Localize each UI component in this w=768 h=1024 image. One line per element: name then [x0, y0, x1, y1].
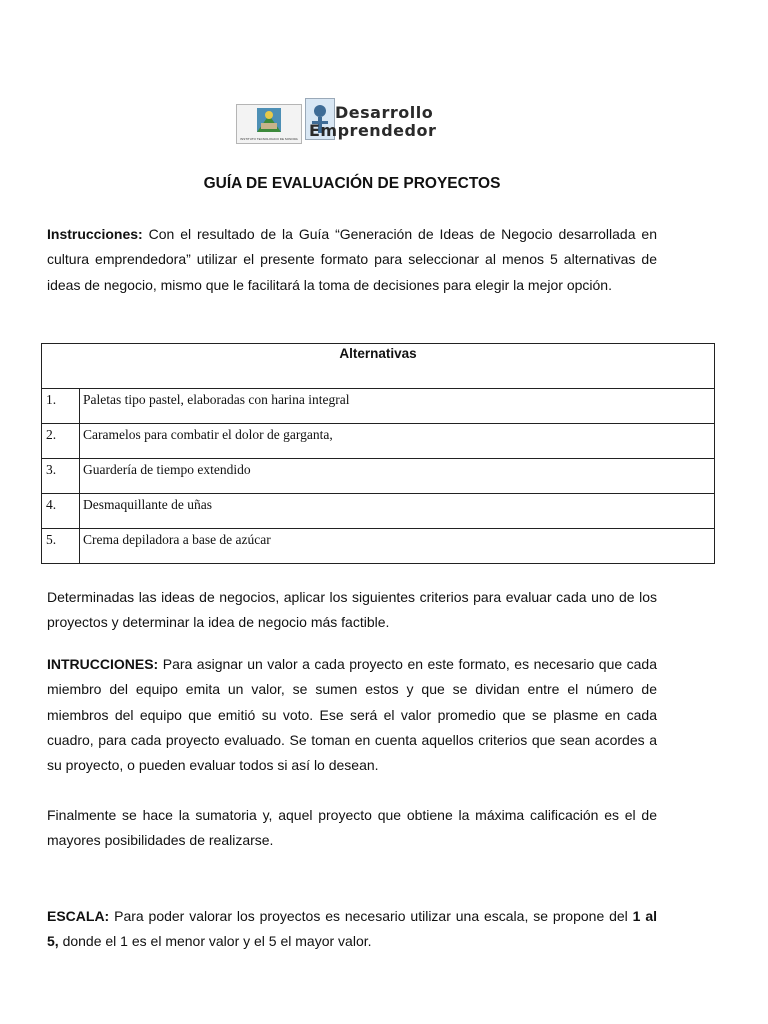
scale-text-b: donde el 1 es el menor valor y el 5 el mayor valor.: [58, 933, 372, 949]
school-crest-icon: [237, 105, 301, 135]
alternatives-table: [41, 343, 715, 564]
row-text: Crema depiladora a base de azúcar: [80, 529, 715, 564]
table-row: [42, 424, 715, 459]
table-header-row: [42, 344, 715, 389]
brand-logo: [303, 96, 463, 142]
row-number: 5.: [42, 529, 80, 564]
scale-text-a: Para poder valorar los proyectos es necesario utilizar una escala, se propone del: [109, 908, 633, 924]
intrucciones-paragraph: [47, 652, 657, 778]
brand-logo-line2: Emprendedor: [309, 121, 437, 140]
scale-paragraph: [47, 904, 657, 954]
table-row: [42, 389, 715, 424]
table-header: Alternativas: [42, 344, 715, 389]
row-text: Desmaquillante de uñas: [80, 494, 715, 529]
scale-range: 1 al 5,: [47, 908, 658, 949]
intrucciones-text: Para asignar un valor a cada proyecto en este formato, es necesario que cada miembro del equipo emita un valor, se sumen estos y que se dividan entre el número de miembros del equipo que emitió su voto. Ese será el valor promedio que se plasme en cada cuadro, para cada proyecto evaluado. Se toman en cuenta aquellos criterios que sean acordes a su proyecto, o pueden evaluar todos si así lo desean.: [47, 656, 657, 774]
school-logo: [236, 104, 302, 144]
instructions-text: Con el resultado de la Guía “Generación de Ideas de Negocio desarrollada en cultura emprendedora” utilizar el presente formato para seleccionar al menos 5 alternativas de ideas de negocio, mismo que le facilitará la toma de decisiones para elegir la mejor opción.: [47, 226, 657, 293]
table-row: [42, 529, 715, 564]
table-row: [42, 459, 715, 494]
instructions-label: Instrucciones:: [47, 226, 143, 242]
determined-paragraph: Determinadas las ideas de negocios, aplicar los siguientes criterios para evaluar cada uno de los proyectos y determinar la idea de negocio más factible.: [47, 589, 657, 630]
row-number: 4.: [42, 494, 80, 529]
page-title: GUÍA DE EVALUACIÓN DE PROYECTOS: [203, 175, 501, 192]
brand-logo-line1: Desarrollo: [335, 103, 434, 122]
row-number: 3.: [42, 459, 80, 494]
finally-paragraph: Finalmente se hace la sumatoria y, aquel proyecto que obtiene la máxima calificación es el de mayores posibilidades de realizarse.: [47, 807, 657, 848]
row-number: 2.: [42, 424, 80, 459]
table-row: [42, 494, 715, 529]
row-text: Guardería de tiempo extendido: [80, 459, 715, 494]
row-text: Paletas tipo pastel, elaboradas con harina integral: [80, 389, 715, 424]
instructions-paragraph: [47, 222, 657, 298]
school-logo-caption: INSTITUTO TECNOLÓGICO DE SONORA: [240, 138, 298, 141]
row-text: Caramelos para combatir el dolor de garganta,: [80, 424, 715, 459]
intrucciones-label: INTRUCCIONES:: [47, 656, 159, 672]
row-number: 1.: [42, 389, 80, 424]
scale-label: ESCALA:: [47, 908, 110, 924]
